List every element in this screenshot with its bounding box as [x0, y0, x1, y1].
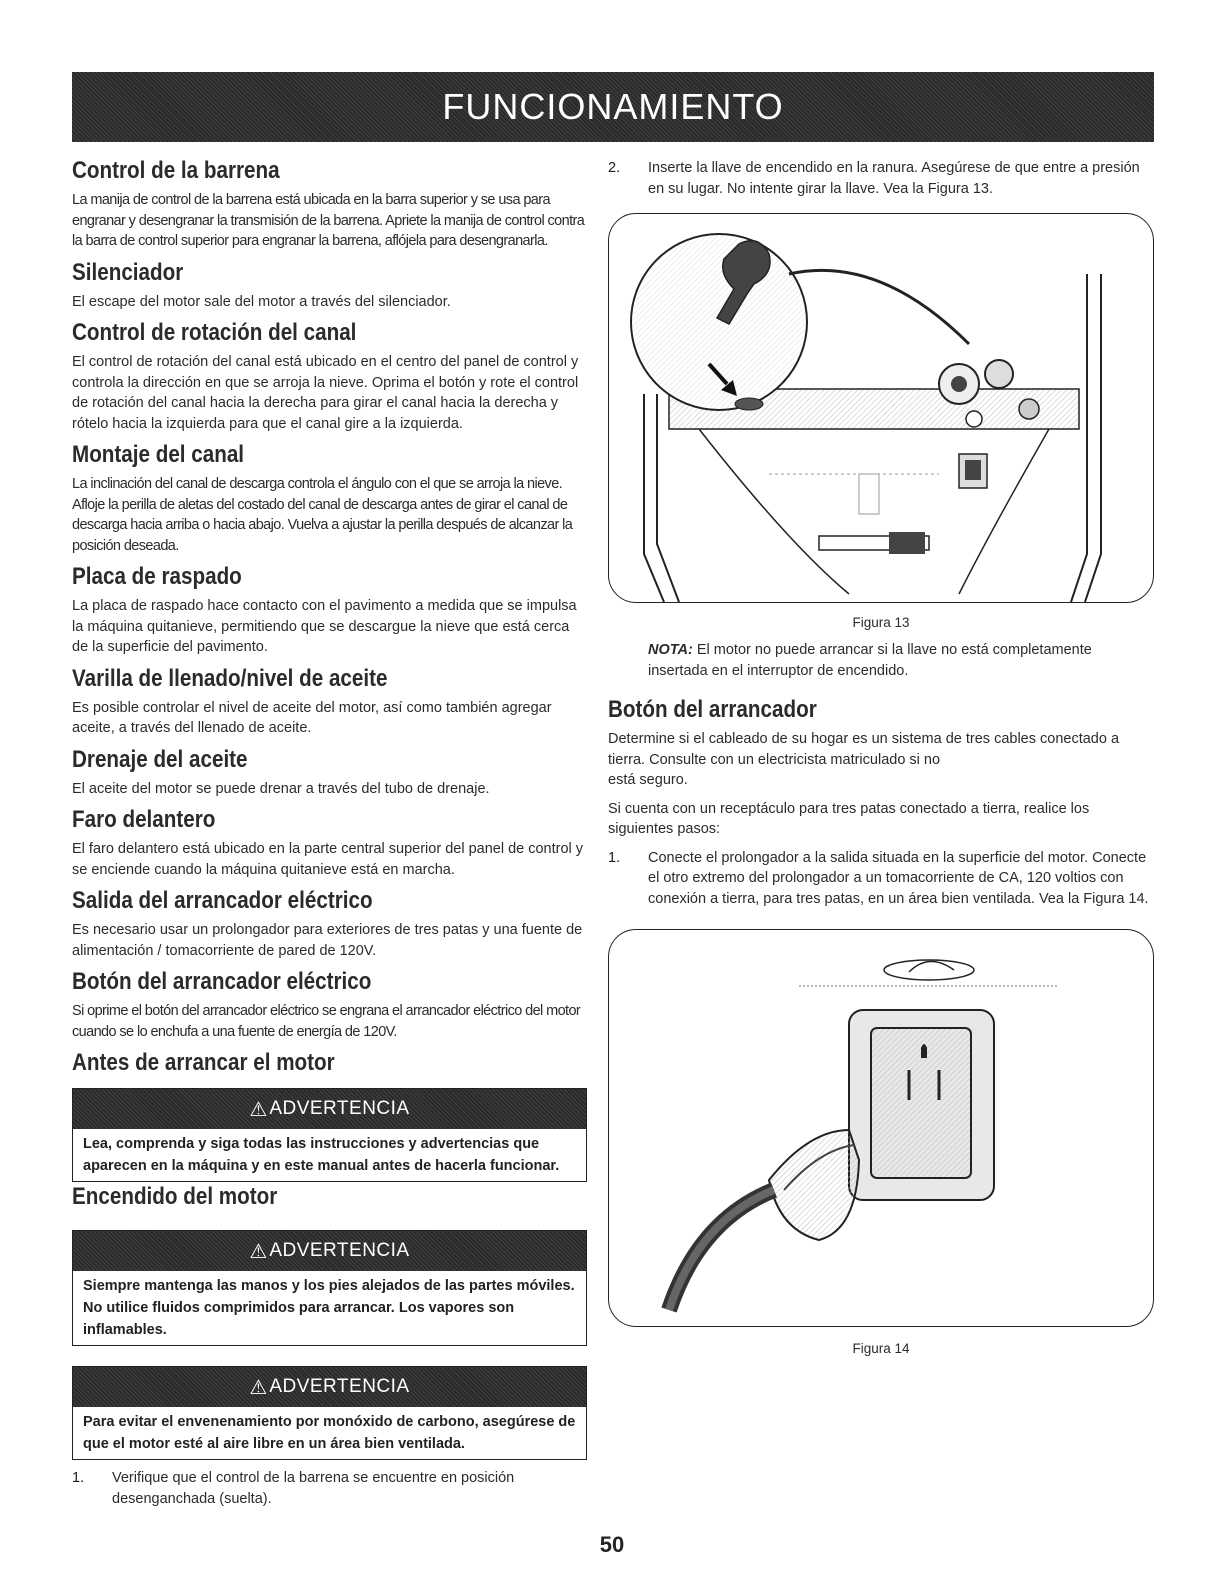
warning-triangle-icon: ⚠	[249, 1240, 268, 1263]
section-title-rotacion-canal: Control de rotación del canal	[72, 319, 357, 346]
section-title-silenciador: Silenciador	[72, 258, 184, 286]
list-item-step-2	[608, 158, 1154, 203]
section-text-silenciador: El escape del motor sale del motor a través del silenciador.	[72, 293, 451, 310]
warning-box-3	[72, 1366, 587, 1460]
section-title-boton-arrancador: Botón del arrancador	[608, 696, 817, 723]
figure-14	[608, 929, 1154, 1327]
list-text: Verifique que el control de la barrena se encuentre en posición desenganchada (suelta).	[112, 1470, 515, 1507]
warning-triangle-icon: ⚠	[249, 1376, 268, 1399]
warning-text-2: Siempre mantenga las manos y los pies alejados de las partes móviles. No utilice fluidos comprimidos para arrancar. Los vapores son inflamables.	[83, 1278, 575, 1338]
section-text-drenaje-aceite: El aceite del motor se puede drenar a través del tubo de drenaje.	[72, 780, 490, 797]
extension-cord-illustration	[609, 930, 1154, 1326]
right-column	[608, 158, 1154, 1366]
boton-arrancador-text-1b: está seguro.	[608, 772, 688, 788]
section-text-boton-arrancador-electrico: Si oprime el botón del arrancador eléctrico se engrana el arrancador eléctrico del motor cuando se lo enchufa a una fuente de energía de 120V.	[72, 1003, 581, 1040]
page-number: 50	[599, 1532, 625, 1557]
warning-label: ADVERTENCIA	[269, 1376, 410, 1397]
section-title-drenaje-aceite: Drenaje del aceite	[72, 745, 248, 773]
section-title-antes-arrancar: Antes de arrancar el motor	[72, 1049, 335, 1076]
warning-label: ADVERTENCIA	[269, 1240, 410, 1261]
ignition-key-illustration	[609, 214, 1154, 602]
section-title-varilla-aceite: Varilla de llenado/nivel de aceite	[72, 664, 388, 692]
section-title-encendido-motor: Encendido del motor	[72, 1183, 278, 1210]
warning-header	[73, 1231, 586, 1271]
figure-14-caption: Figura 14	[852, 1341, 910, 1356]
boton-arrancador-paragraph-2: Si cuenta con un receptáculo para tres patas conectado a tierra, realice los siguientes pasos:	[608, 800, 1090, 837]
section-text-placa-raspado: La placa de raspado hace contacto con el pavimento a medida que se impulsa la máquina quitanieve, permitiendo que se descargue la nieve que está cerca de la superficie del pavimento.	[72, 598, 577, 655]
section-text-varilla-aceite: Es posible controlar el nivel de aceite del motor, así como también agregar aceite, a través del llenado de aceite.	[72, 699, 552, 736]
section-text-faro-delantero: El faro delantero está ubicado en la parte central superior del panel de control y se enciende cuando la máquina quitanieve está en marcha.	[72, 841, 584, 878]
warning-text-3: Para evitar el envenenamiento por monóxido de carbono, asegúrese de que el motor esté al aire libre en un área bien ventilada.	[83, 1414, 576, 1452]
boton-arrancador-paragraph-1	[608, 729, 1154, 791]
list-text: Conecte el prolongador a la salida situada en la superficie del motor. Conecte el otro extremo del prolongador a un tomacorriente de CA, 120 voltios con conexión a tierra, para tres patas, en un área bien ventilada. Vea la Figura 14.	[648, 849, 1149, 907]
section-title-montaje-canal: Montaje del canal	[72, 441, 245, 468]
section-title-salida-arrancador: Salida del arrancador eléctrico	[72, 887, 373, 914]
section-banner	[72, 72, 1154, 142]
section-title-placa-raspado: Placa de raspado	[72, 563, 242, 590]
nota-paragraph	[608, 640, 1154, 681]
list-text: Inserte la llave de encendido en la ranura. Asegúrese de que entre a presión en su lugar. No intente girar la llave. Vea la Figura 13.	[648, 160, 1140, 197]
warning-triangle-icon: ⚠	[249, 1098, 268, 1121]
list-number: 1.	[608, 849, 621, 866]
figure-13-caption: Figura 13	[852, 615, 910, 630]
nota-text: El motor no puede arrancar si la llave no está completamente insertada en el interruptor de encendido.	[648, 642, 1092, 679]
banner-title: FUNCIONAMIENTO	[442, 86, 784, 127]
section-text-montaje-canal: La inclinación del canal de descarga controla el ángulo con el que se arroja la nieve. Afloje la perilla de aletas del costado del canal de descarga antes de girar el canal de descarga hacia arriba o hacia abajo. Vuelva a ajustar la perilla después de alcanzar la posición deseada.	[72, 476, 573, 554]
section-text-control-barrena: La manija de control de la barrena está ubicada en la barra superior y se usa para engranar y desengranar la transmisión de la barrena. Apriete la manija de control contra la barra de control superior para engranar la barrena, aflójela para desengranarla.	[72, 192, 585, 249]
list-number: 1.	[72, 1470, 85, 1486]
warning-label: ADVERTENCIA	[269, 1098, 410, 1119]
list-item	[72, 1468, 587, 1513]
section-title-control-barrena: Control de la barrena	[72, 157, 280, 184]
section-text-rotacion-canal: El control de rotación del canal está ubicado en el centro del panel de control y controla la dirección en que se arroja la nieve. Oprima el botón y rote el control de rotación del canal hacia la derecha para girar el canal hacia la derecha y rótelo hacia la izquierda para que el canal gire a la izquierda.	[72, 354, 579, 432]
section-text-salida-arrancador: Es necesario usar un prolongador para exteriores de tres patas y una fuente de alimentación / tomacorriente de pared de 120V.	[72, 922, 583, 959]
warning-box-1	[72, 1088, 587, 1182]
section-title-faro-delantero: Faro delantero	[72, 806, 216, 833]
list-number: 2.	[608, 160, 621, 176]
nota-label: NOTA:	[648, 642, 693, 658]
warning-header	[73, 1089, 586, 1129]
figure-13	[608, 213, 1154, 603]
left-column	[72, 150, 587, 1513]
warning-header	[73, 1367, 586, 1407]
boton-arrancador-text-1a: Determine si el cableado de su hogar es un sistema de tres cables conectado a tierra. Consulte con un electricista matriculado si no	[608, 731, 1120, 768]
warning-box-2	[72, 1230, 587, 1346]
warning-text-1: Lea, comprenda y siga todas las instrucciones y advertencias que aparecen en la máquina y en este manual antes de hacerla funcionar.	[83, 1136, 560, 1174]
list-item-step-1	[608, 848, 1154, 914]
section-title-boton-arrancador-electrico: Botón del arrancador eléctrico	[72, 968, 372, 995]
